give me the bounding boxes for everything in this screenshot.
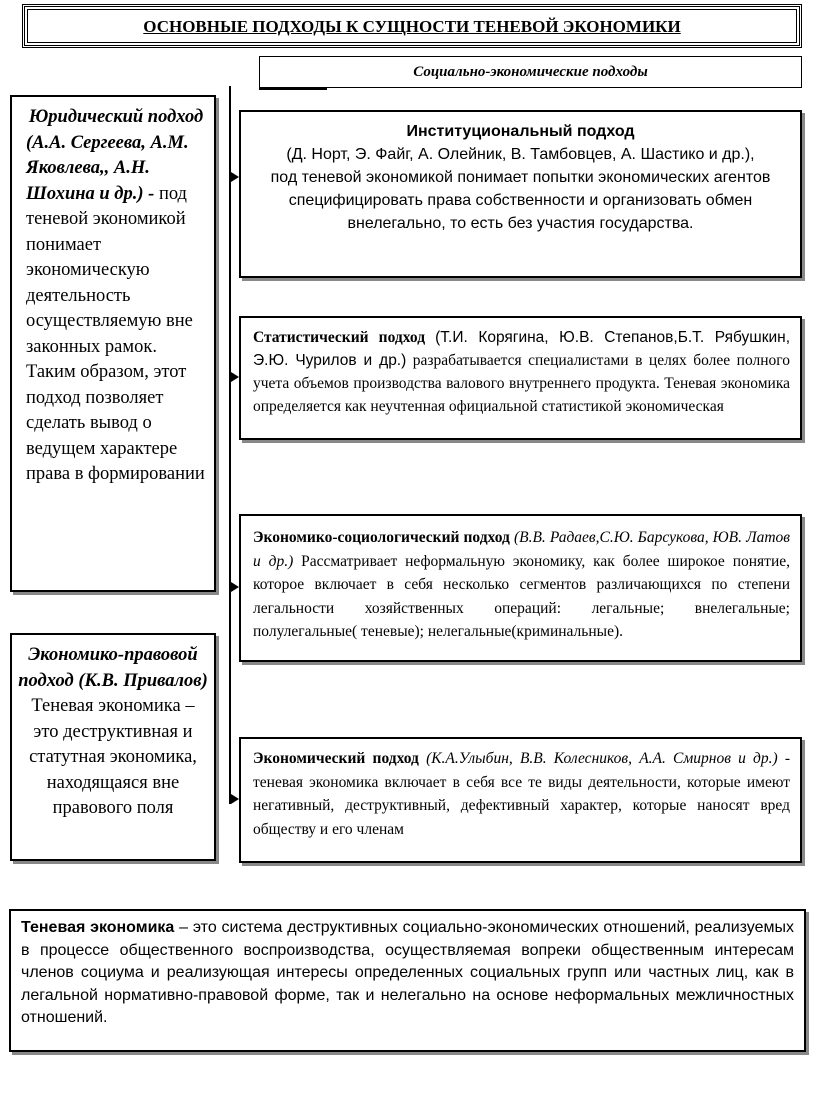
page-title: ОСНОВНЫЕ ПОДХОДЫ К СУЩНОСТИ ТЕНЕВОЙ ЭКОНОМИКИ: [143, 17, 681, 36]
economic-authors: (К.А.Улыбин, В.В. Колесников, А.А. Смирнов и др.): [426, 750, 778, 767]
sociological-text: Рассматривает неформальную экономику, как более широкое понятие, которое включает в себя несколько сегментов различающихся по степени легальности хозяйственных операций: легальные; внелегальные; полулегальные( теневые); нелегальные(криминальные).: [253, 552, 790, 640]
definition-text: – это система деструктивных социально-экономических отношений, реализуемых в процессе общественного воспроизводства, осуществляемая вопреки общественным интересам членов социума и реализующая интересы определенных социальных групп или частных лиц, как в легальной нормативно-правовой форме, так и нелегально на основе неформальных межличностных отношений.: [21, 919, 794, 1026]
arrow-right-icon: [231, 172, 239, 182]
arrow-right-icon: [231, 794, 239, 804]
economic-text: - теневая экономика включает в себя все те виды деятельности, которые имеют негативный, деструктивный, дефективный характер, которые наносят вред обществу и его членам: [253, 750, 791, 838]
arrow-right-icon: [231, 582, 239, 592]
arrow-right-icon: [231, 372, 239, 382]
legal-approach-heading: Юридический подход: [28, 107, 204, 127]
economic-approach-box: [239, 737, 802, 863]
header-underline: [259, 88, 327, 90]
sociological-heading: Экономико-социологический подход: [253, 529, 510, 546]
economic-legal-text: Теневая экономика – это деструктивная и статутная экономика, находящаяся вне правового поля: [29, 696, 197, 818]
legal-approach-text: под теневой экономикой понимает экономическую деятельность осуществляемую вне законных рамок. Таким образом, этот подход позволяет сделать вывод о ведущем характере права в формировании: [26, 183, 205, 484]
socio-economic-header: Социально-экономические подходы: [413, 64, 648, 80]
institutional-authors: (Д. Норт, Э. Файг, А. Олейник, В. Тамбовцев, А. Шастико и др.),: [286, 146, 755, 163]
statistical-text: разрабатывается специалистами в целях более полного учета объемов производства валового внутреннего продукта. Теневая экономика определяется как неучтенная официальной статистикой экономическая: [253, 352, 791, 415]
economic-heading: Экономический подход: [253, 750, 419, 767]
institutional-text: под теневой экономикой понимает попытки экономических агентов специфицировать права собственности и организовать обмен внелегально, то есть без участия государства.: [270, 169, 771, 232]
statistical-authors: (Т.И. Корягина, Ю.В. Степанов,Б.Т. Рябушкин, Э.Ю. Чурилов и др.): [253, 329, 790, 369]
statistical-approach-box: [239, 316, 802, 440]
sociological-authors: (В.В. Радаев,С.Ю. Барсукова, ЮВ. Латов и др.): [253, 529, 790, 570]
economic-legal-approach-box: [10, 633, 216, 861]
statistical-heading: Статистический подход: [253, 329, 426, 346]
connector-line: [229, 86, 231, 804]
economic-legal-heading: Экономико-правовой подход (К.В. Привалов): [18, 645, 208, 691]
institutional-heading: Институциональный подход: [406, 123, 635, 140]
economic-sociological-approach-box: [239, 514, 802, 662]
legal-approach-authors: (А.А. Сергеева, А.М. Яковлева,, А.Н. Шохина и др.) -: [26, 132, 189, 204]
socio-economic-header-box: [259, 56, 802, 88]
legal-approach-box: [10, 95, 216, 592]
definition-box: [9, 909, 806, 1052]
definition-term: Теневая экономика: [21, 919, 175, 936]
title-box: [22, 4, 802, 48]
institutional-approach-box: [239, 110, 802, 278]
